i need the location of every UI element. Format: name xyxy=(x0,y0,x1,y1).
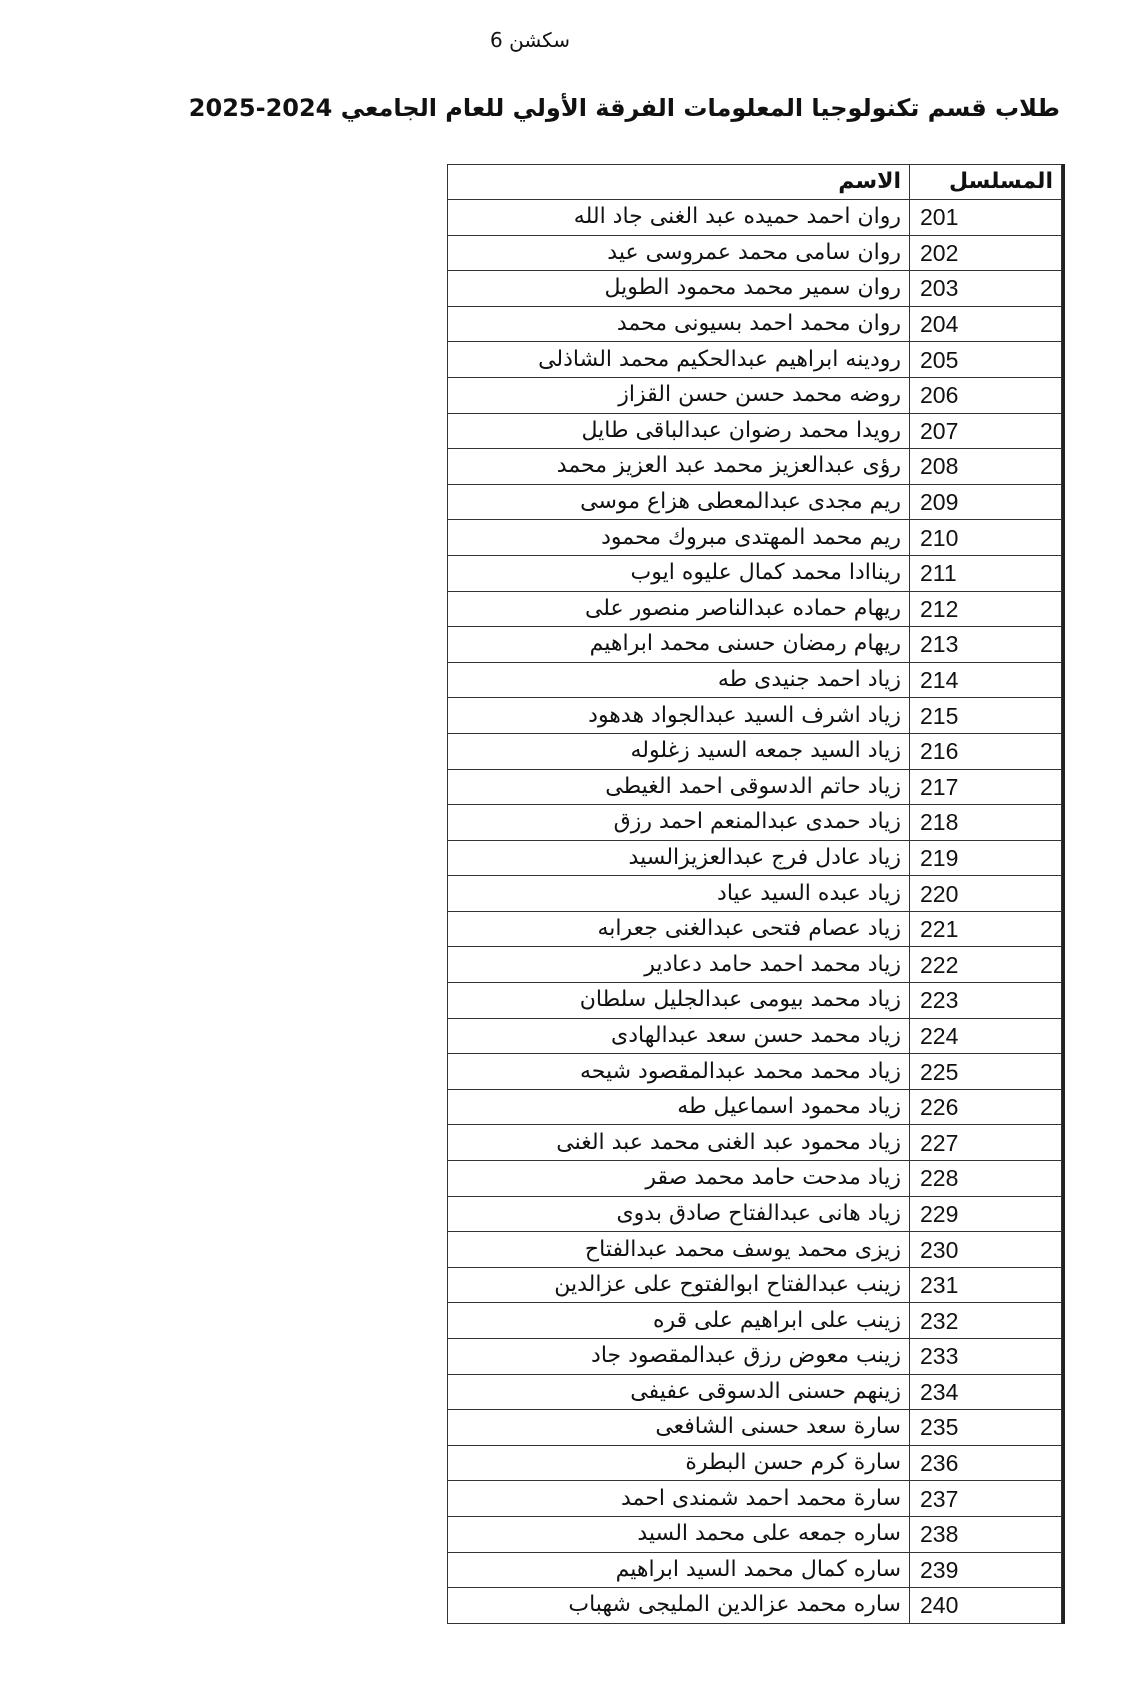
serial-cell: 214 xyxy=(910,662,1062,698)
name-cell: روان محمد احمد بسيونى محمد xyxy=(448,306,910,342)
serial-cell: 232 xyxy=(910,1303,1062,1339)
serial-cell: 219 xyxy=(910,840,1062,876)
column-header-name: الاسم xyxy=(448,165,910,200)
name-cell: زياد عبده السيد عياد xyxy=(448,876,910,912)
name-cell: زياد حاتم الدسوقى احمد الغيطى xyxy=(448,769,910,805)
table-row xyxy=(448,1125,1062,1161)
serial-cell: 228 xyxy=(910,1161,1062,1197)
table-row xyxy=(448,1196,1062,1232)
table-row xyxy=(448,947,1062,983)
table-row xyxy=(448,484,1062,520)
name-cell: ساره جمعه على محمد السيد xyxy=(448,1516,910,1552)
name-cell: ريم محمد المهتدى مبروك محمود xyxy=(448,520,910,556)
table-row xyxy=(448,1410,1062,1446)
serial-cell: 206 xyxy=(910,377,1062,413)
serial-cell: 226 xyxy=(910,1089,1062,1125)
students-table xyxy=(447,164,1062,1624)
table-row xyxy=(448,271,1062,307)
serial-cell: 212 xyxy=(910,591,1062,627)
table-row xyxy=(448,698,1062,734)
name-cell: زينهم حسنى الدسوقى عفيفى xyxy=(448,1374,910,1410)
table-row xyxy=(448,1339,1062,1375)
serial-cell: 218 xyxy=(910,805,1062,841)
table-row xyxy=(448,1267,1062,1303)
serial-cell: 237 xyxy=(910,1481,1062,1517)
name-cell: زيزى محمد يوسف محمد عبدالفتاح xyxy=(448,1232,910,1268)
serial-cell: 227 xyxy=(910,1125,1062,1161)
table-row xyxy=(448,1232,1062,1268)
name-cell: زياد احمد جنيدى طه xyxy=(448,662,910,698)
name-cell: روان سامى محمد عمروسى عيد xyxy=(448,235,910,271)
serial-cell: 207 xyxy=(910,413,1062,449)
name-cell: زينب معوض رزق عبدالمقصود جاد xyxy=(448,1339,910,1375)
name-cell: زياد محمد احمد حامد دعادير xyxy=(448,947,910,983)
name-cell: ساره كمال محمد السيد ابراهيم xyxy=(448,1552,910,1588)
name-cell: زياد محمد حسن سعد عبدالهادى xyxy=(448,1018,910,1054)
table-row xyxy=(448,413,1062,449)
table-row xyxy=(448,911,1062,947)
table-row xyxy=(448,1374,1062,1410)
table-row xyxy=(448,235,1062,271)
name-cell: سارة سعد حسنى الشافعى xyxy=(448,1410,910,1446)
serial-cell: 203 xyxy=(910,271,1062,307)
name-cell: ريهام رمضان حسنى محمد ابراهيم xyxy=(448,627,910,663)
table-row xyxy=(448,627,1062,663)
table-row xyxy=(448,306,1062,342)
serial-cell: 224 xyxy=(910,1018,1062,1054)
serial-cell: 209 xyxy=(910,484,1062,520)
table-row xyxy=(448,200,1062,236)
name-cell: زياد هانى عبدالفتاح صادق بدوى xyxy=(448,1196,910,1232)
table-row xyxy=(448,449,1062,485)
serial-cell: 238 xyxy=(910,1516,1062,1552)
name-cell: رودينه ابراهيم عبدالحكيم محمد الشاذلى xyxy=(448,342,910,378)
serial-cell: 233 xyxy=(910,1339,1062,1375)
serial-cell: 229 xyxy=(910,1196,1062,1232)
name-cell: زياد حمدى عبدالمنعم احمد رزق xyxy=(448,805,910,841)
table-row xyxy=(448,1552,1062,1588)
serial-cell: 240 xyxy=(910,1588,1062,1624)
serial-cell: 204 xyxy=(910,306,1062,342)
name-cell: ريهام حماده عبدالناصر منصور على xyxy=(448,591,910,627)
serial-cell: 210 xyxy=(910,520,1062,556)
table-row xyxy=(448,662,1062,698)
table-row xyxy=(448,769,1062,805)
name-cell: رويدا محمد رضوان عبدالباقى طايل xyxy=(448,413,910,449)
table-row xyxy=(448,1161,1062,1197)
page-title: طلاب قسم تكنولوجيا المعلومات الفرقة الأولي للعام الجامعي 2024-2025 xyxy=(188,94,1060,122)
table-row xyxy=(448,983,1062,1019)
name-cell: زياد محمود اسماعيل طه xyxy=(448,1089,910,1125)
serial-cell: 221 xyxy=(910,911,1062,947)
serial-cell: 215 xyxy=(910,698,1062,734)
serial-cell: 239 xyxy=(910,1552,1062,1588)
serial-cell: 216 xyxy=(910,733,1062,769)
serial-cell: 217 xyxy=(910,769,1062,805)
name-cell: زينب عبدالفتاح ابوالفتوح على عزالدين xyxy=(448,1267,910,1303)
name-cell: سارة كرم حسن البطرة xyxy=(448,1445,910,1481)
name-cell: زينب على ابراهيم على قره xyxy=(448,1303,910,1339)
serial-cell: 223 xyxy=(910,983,1062,1019)
table-row xyxy=(448,1089,1062,1125)
serial-cell: 231 xyxy=(910,1267,1062,1303)
serial-cell: 201 xyxy=(910,200,1062,236)
serial-cell: 235 xyxy=(910,1410,1062,1446)
table-row xyxy=(448,1445,1062,1481)
table-row xyxy=(448,342,1062,378)
name-cell: زياد محمد محمد عبدالمقصود شيحه xyxy=(448,1054,910,1090)
serial-cell: 222 xyxy=(910,947,1062,983)
serial-cell: 213 xyxy=(910,627,1062,663)
serial-cell: 202 xyxy=(910,235,1062,271)
table-row xyxy=(448,840,1062,876)
serial-cell: 208 xyxy=(910,449,1062,485)
name-cell: زياد مدحت حامد محمد صقر xyxy=(448,1161,910,1197)
serial-cell: 220 xyxy=(910,876,1062,912)
table-row xyxy=(448,876,1062,912)
name-cell: ساره محمد عزالدين المليجى شهباب xyxy=(448,1588,910,1624)
name-cell: زياد السيد جمعه السيد زغلوله xyxy=(448,733,910,769)
name-cell: زياد عادل فرج عبدالعزيزالسيد xyxy=(448,840,910,876)
name-cell: روضه محمد حسن حسن القزاز xyxy=(448,377,910,413)
name-cell: زياد عصام فتحى عبدالغنى جعرابه xyxy=(448,911,910,947)
name-cell: زياد اشرف السيد عبدالجواد هدهود xyxy=(448,698,910,734)
name-cell: رؤى عبدالعزيز محمد عبد العزيز محمد xyxy=(448,449,910,485)
table-row xyxy=(448,1018,1062,1054)
name-cell: روان احمد حميده عبد الغنى جاد الله xyxy=(448,200,910,236)
serial-cell: 225 xyxy=(910,1054,1062,1090)
serial-cell: 234 xyxy=(910,1374,1062,1410)
table-row xyxy=(448,1516,1062,1552)
column-header-serial: المسلسل xyxy=(910,165,1062,200)
table-row xyxy=(448,1303,1062,1339)
name-cell: زياد محمود عبد الغنى محمد عبد الغنى xyxy=(448,1125,910,1161)
table-row xyxy=(448,805,1062,841)
name-cell: ريناادا محمد كمال عليوه ايوب xyxy=(448,555,910,591)
serial-cell: 236 xyxy=(910,1445,1062,1481)
section-label: سكشن 6 xyxy=(490,28,570,52)
name-cell: سارة محمد احمد شمندى احمد xyxy=(448,1481,910,1517)
table-row xyxy=(448,555,1062,591)
name-cell: زياد محمد بيومى عبدالجليل سلطان xyxy=(448,983,910,1019)
table-row xyxy=(448,733,1062,769)
students-table-container xyxy=(447,164,1065,1624)
table-row xyxy=(448,1054,1062,1090)
table-body xyxy=(448,200,1062,1624)
table-row xyxy=(448,1481,1062,1517)
table-row xyxy=(448,377,1062,413)
serial-cell: 230 xyxy=(910,1232,1062,1268)
serial-cell: 211 xyxy=(910,555,1062,591)
name-cell: روان سمير محمد محمود الطويل xyxy=(448,271,910,307)
table-row xyxy=(448,1588,1062,1624)
table-header-row xyxy=(448,165,1062,200)
table-row xyxy=(448,591,1062,627)
table-row xyxy=(448,520,1062,556)
serial-cell: 205 xyxy=(910,342,1062,378)
name-cell: ريم مجدى عبدالمعطى هزاع موسى xyxy=(448,484,910,520)
